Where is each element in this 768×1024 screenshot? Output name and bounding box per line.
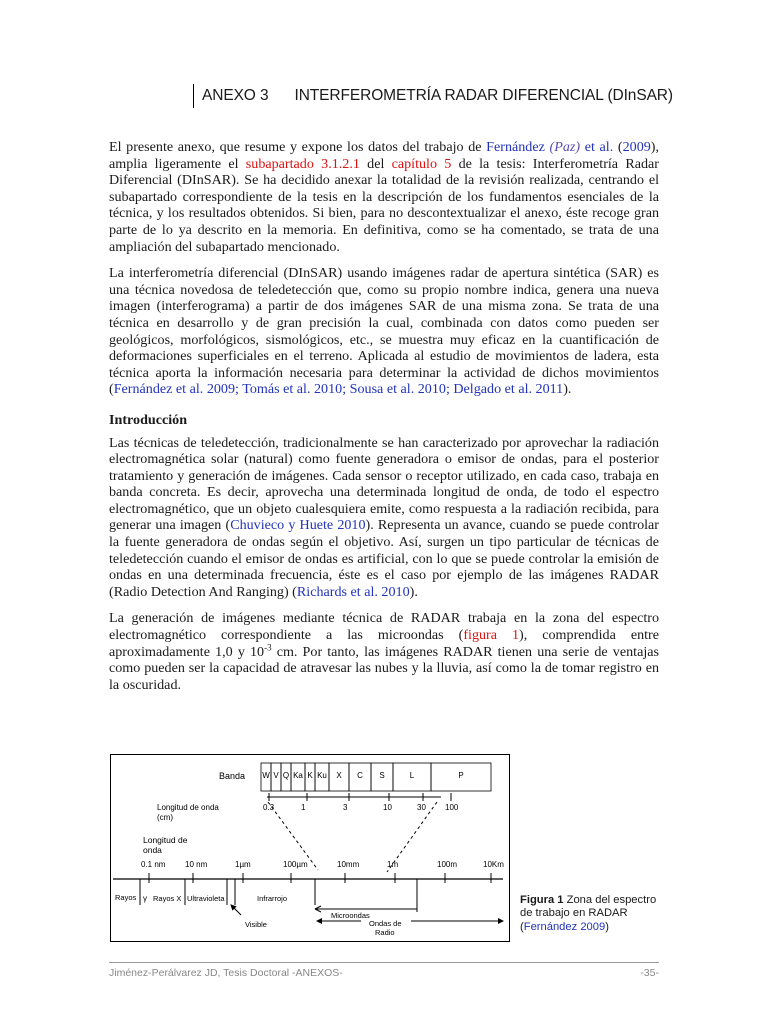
cm-tick-label: 0.3 [263,803,275,812]
ref-paz: (Paz) [549,139,581,155]
radio-label-2: Radio [375,928,395,937]
scale-tick-label: 10 nm [185,860,208,869]
band-label: C [357,771,363,780]
text-run: La interferometría diferencial (DInSAR) usando imágenes radar de apertura sintética (SAR) es una técnica novedosa de teledetección que, como su propio nombre indica, genera una nueva imagen (interferograma) a partir de dos imágenes SAR de una misma zona. Se trata de una técnica en desarrollo y de gran precisión la cual, combinada con datos como pueden ser geológicos, morfológicos, sismológicos, etc., se muestra muy eficaz en la cuantificación de deformaciones superficiales en el terreno. Aplicada al estudio de movimientos de ladera, esta técnica aporta la información necesaria para determinar la actividad de dichos movimientos ( [109,265,659,398]
scale-tick-label: 100m [437,860,458,869]
wave-label-2: onda [143,845,162,855]
text-run: ( [613,139,623,155]
band-label: P [458,771,464,780]
band-label: X [336,771,342,780]
spectrum-diagram [111,755,509,941]
text-run: ). [409,583,418,600]
paragraph-radar [109,610,659,693]
text-run: El presente anexo, que resume y expone los datos del trabajo de [109,139,487,155]
ref-etal-link[interactable]: et al. [584,139,614,155]
caption-ref-open: ( [520,920,524,933]
visible-label: Visible [245,920,267,929]
scale-tick-label: 1m [387,860,399,869]
cm-tick-label: 100 [445,803,459,812]
band-label: Ku [317,771,327,780]
band-label: W [262,771,270,780]
infrarrojo-label: Infrarrojo [257,894,288,903]
capitulo-link[interactable]: capítulo 5 [391,155,452,172]
band-label: S [379,771,385,780]
page-footer [109,962,659,979]
text-run: de la tesis: Interferometría Radar Diferencial (DInSAR). Se ha decidido anexar la totalidad de la revisión realizada, centrando el subapartado correspondiente de la tesis en la descripción de los fundamentos esenciales de la técnica, y los resultados obtenidos. Si bien, para no descontextualizar el anexo, éste recoge gran parte de lo ya descrito en la memoria. En definitiva, como se ha comentado, se trata de una ampliación del subapartado mencionado. [109,155,659,255]
text-run: La generación de imágenes mediante técnica de RADAR trabaja en la zona del espectro electromagnético correspondiente a las microondas ( [109,610,659,644]
radio-label: Ondas de [369,919,402,928]
band-row [261,763,491,791]
gamma-label: γ [143,894,147,903]
band-label: V [273,771,279,780]
figure-caption [520,894,660,934]
microondas-label: Microondas [331,911,370,920]
spectrum-figure [110,754,510,942]
ref-fernandez-link[interactable]: Fernández [486,139,545,155]
scale-tick-label: 100µm [283,860,308,869]
subapartado-link[interactable]: subapartado 3.1.2.1 [245,155,360,172]
band-label: L [409,771,415,780]
cm-tick-label: 3 [343,803,348,812]
paragraph-intro [109,139,659,255]
text-run: ), amplia ligeramente el [109,139,660,172]
paragraph-teledeteccion [109,435,659,601]
cm-tick-label: 10 [383,803,392,812]
body-text [109,139,659,703]
caption-label: Figura 1 [520,894,564,906]
rayosx-label: Rayos X [153,894,182,903]
scale-tick-label: 0.1 nm [141,860,166,869]
annex-number: ANEXO 3 [202,87,269,104]
figura-link[interactable]: figura 1 [463,627,520,644]
longitud-label: Longitud de onda [157,803,219,812]
caption-text: Zona del espectro de trabajo en RADAR [520,894,657,920]
text-run: cm. Por tanto, las imágenes RADAR tienen una serie de ventajas como pueden ser la capacidad de atravesar las nubes y la lluvia, así como la de tomar registro en la oscuridad. [109,643,659,693]
band-label: Ka [293,771,303,780]
caption-ref-close: ) [605,920,609,933]
scale-tick-label: 10Km [483,860,504,869]
caption-ref-link[interactable]: Fernández 2009 [523,920,606,933]
rayos-label: Rayos [115,893,137,902]
page-number: -35- [640,967,659,979]
ref-richards-link[interactable]: Richards et al. 2010 [296,583,410,600]
annex-title: INTERFEROMETRÍA RADAR DIFERENCIAL (DInSAR) [294,87,673,104]
scale-tick-label: 1µm [235,860,251,869]
visible-arrow [231,905,241,915]
cm-ticks [263,793,459,812]
banda-label: Banda [219,771,246,781]
ultravioleta-label: Ultravioleta [187,894,225,903]
text-run: del [359,155,392,172]
cm-tick-label: 30 [417,803,426,812]
scale-tick-label: 10mm [337,860,360,869]
ref-chuvieco-link[interactable]: Chuvieco y Huete 2010 [230,517,366,534]
band-label: K [307,771,313,780]
text-run: ), comprendida entre aproximadamente 1,0 y 10 [109,627,659,660]
wave-label: Longitud de [143,835,188,845]
text-run: Las técnicas de teledetección, tradicionalmente se han caracterizado por aprovechar la radiación electromagnética solar (natural) como fuente generadora o emisor de ondas, para el posterior tratamiento y generación de imágenes. Cada sensor o receptor utilizado, en cada caso, trabaja en banda concreta. Es decir, aprovecha una determinada longitud de onda, de todo el espectro electromagnético, que un objeto cualesquiera emite, como respuesta a la radiación recibida, para generar una imagen ( [109,434,659,534]
section-heading: Introducción [109,411,188,428]
footer-author: Jiménez-Perálvarez JD, Tesis Doctoral -ANEXOS- [109,967,343,979]
longitud-unit: (cm) [157,813,173,822]
text-run: ). Representa un avance, cuando se puede controlar la fuente generadora de ondas según el objetivo. Así, surgen un tipo particular de técnicas de teledetección cuando el emisor de ondas es artificial, con lo que se puede controlar la emisión de ondas en una determinada frecuencia, éste es el caso por ejemplo de las imágenes RADAR (Radio Detection And Ranging) ( [109,517,659,600]
paragraph-dinsar [109,265,659,398]
references-link[interactable]: Fernández et al. 2009; Tomás et al. 2010; Sousa et al. 2010; Delgado et al. 2011 [113,381,564,398]
exponent: -3 [264,641,272,652]
cm-tick-label: 1 [301,803,306,812]
band-label: Q [282,771,290,780]
text-run: ). [563,381,572,398]
chapter-header [193,84,673,108]
ref-year-link[interactable]: 2009 [622,139,651,155]
